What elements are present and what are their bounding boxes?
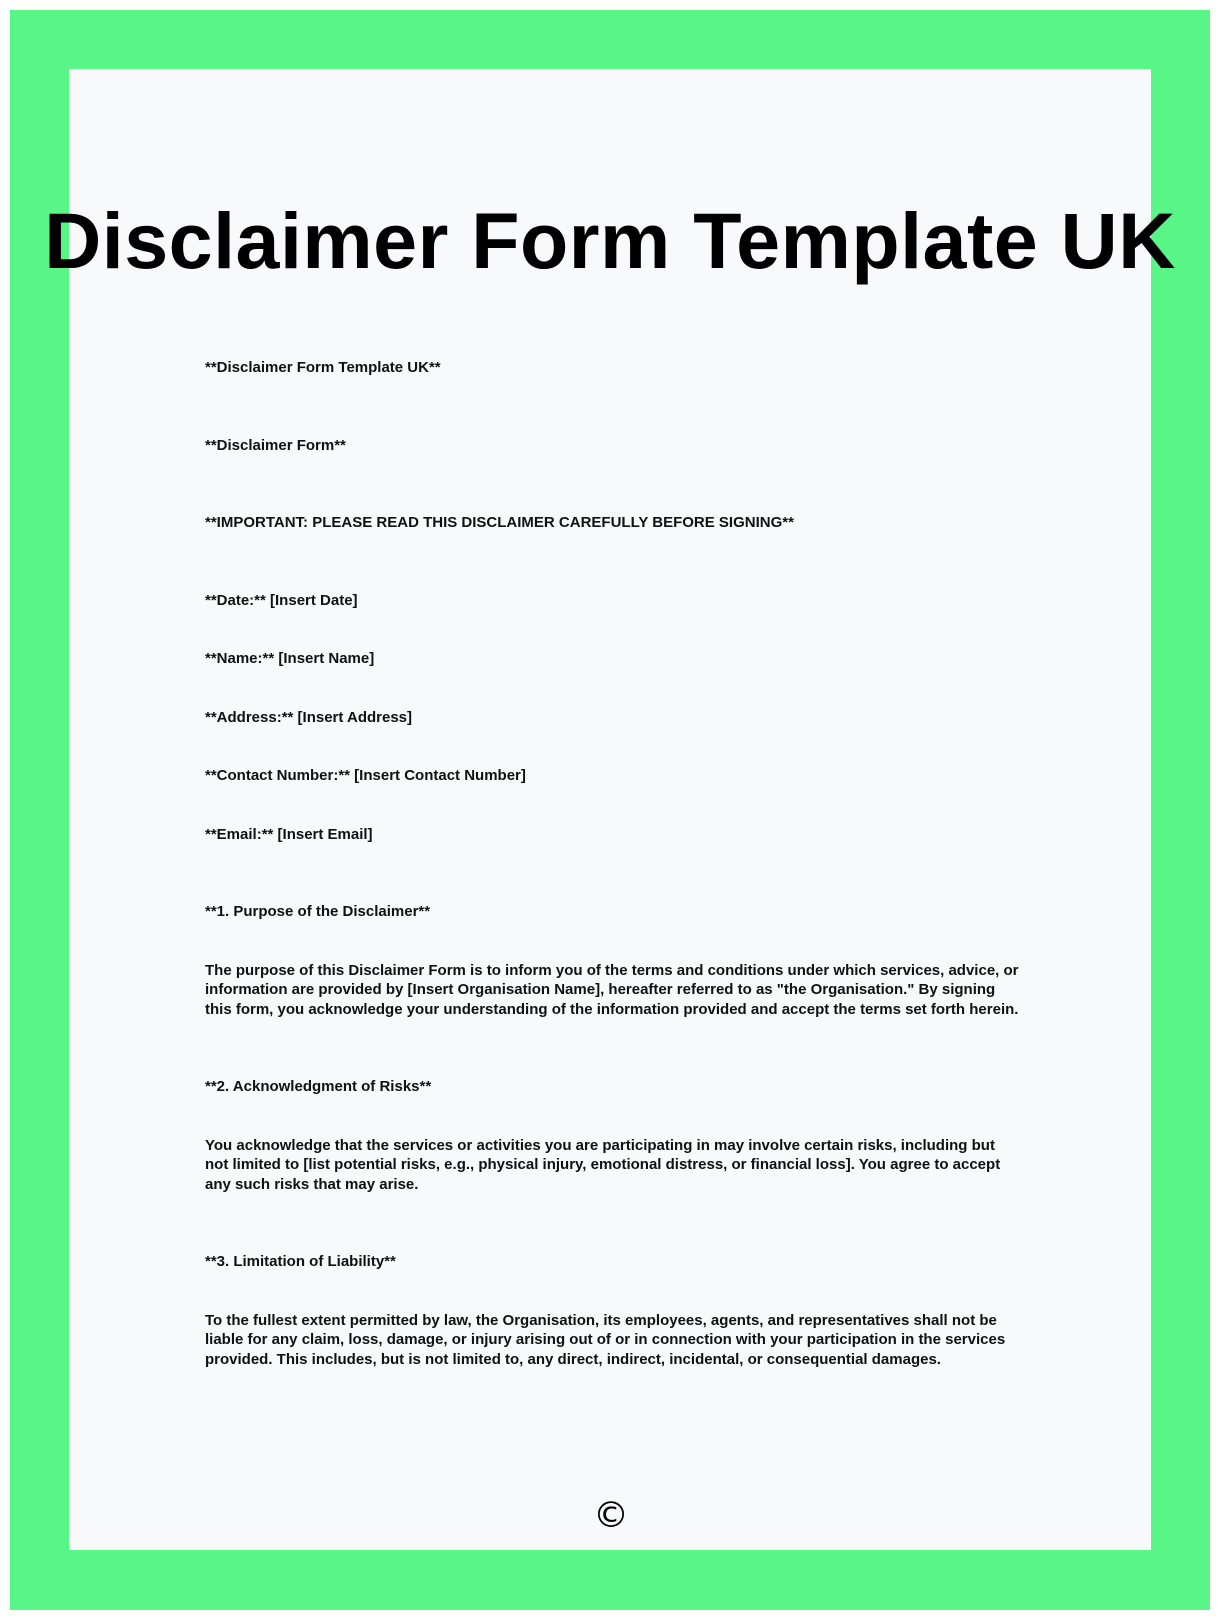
field-contact-number: **Contact Number:** [Insert Contact Number]	[205, 767, 526, 784]
field-email: **Email:** [Insert Email]	[205, 825, 373, 843]
important-notice: **IMPORTANT: PLEASE READ THIS DISCLAIMER CAREFULLY BEFORE SIGNING**	[205, 514, 794, 531]
section-heading-purpose: **1. Purpose of the Disclaimer**	[205, 903, 431, 920]
field-address: **Address:** [Insert Address]	[205, 708, 413, 726]
document-body	[205, 358, 1020, 1369]
section-body-risks: You acknowledge that the services or activities you are participating in may involve certain risks, including but not limited to [list potential risks, e.g., physical injury, emotional distress, or financial loss]. You agree to accept any such risks that may arise.	[205, 1136, 1001, 1193]
section-heading-risks: **2. Acknowledgment of Risks**	[205, 1078, 432, 1095]
form-title: **Disclaimer Form**	[205, 436, 346, 454]
banner-title: Disclaimer Form Template UK	[44, 196, 1176, 285]
document-heading: **Disclaimer Form Template UK**	[205, 359, 441, 376]
section-body-purpose: The purpose of this Disclaimer Form is to inform you of the terms and conditions under which services, advice, or information are provided by [Insert Organisation Name], hereafter referred to as "the Organisation." By signing this form, you acknowledge your understanding of the information provided and accept the terms set forth herein.	[205, 961, 1019, 1018]
section-heading-liability: **3. Limitation of Liability**	[205, 1253, 396, 1270]
field-date: **Date:** [Insert Date]	[205, 591, 358, 609]
field-name: **Name:** [Insert Name]	[205, 650, 375, 667]
copyright-icon: ©	[593, 1495, 629, 1536]
section-body-liability: To the fullest extent permitted by law, the Organisation, its employees, agents, and representatives shall not be liable for any claim, loss, damage, or injury arising out of or in connection with your participation in the services provided. This includes, but is not limited to, any direct, indirect, incidental, or consequential damages.	[205, 1311, 1006, 1368]
